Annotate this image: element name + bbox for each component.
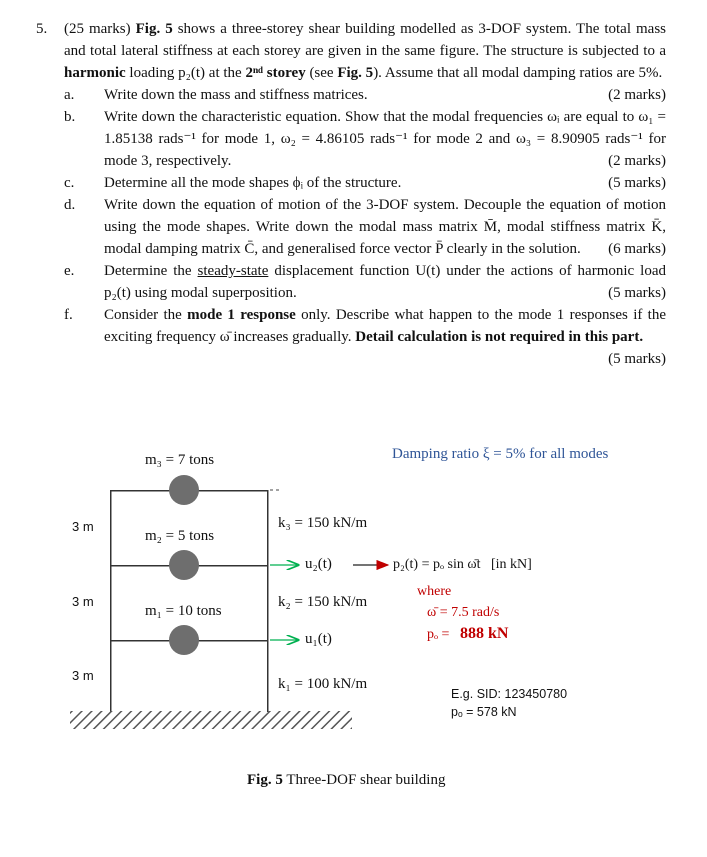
- right-column: [267, 490, 269, 712]
- part-c-marks: (5 marks): [608, 175, 666, 191]
- part-e-marks: (5 marks): [608, 285, 666, 301]
- left-column: [110, 490, 112, 712]
- part-b: b. Write down the characteristic equation. Show that the modal frequencies ωᵢ are equal to ω₁ = 1.85138 rads⁻¹ for mode 1, ω₂ = 4.86105 rads⁻¹ for mode 2 and ω₃ = 8.90905 rads⁻¹ for mode 3, respectively. (2 marks): [64, 106, 666, 172]
- k2-label: k₂ = 150 kN/m: [278, 594, 368, 610]
- where-label: where: [417, 584, 452, 599]
- sid-example: E.g. SID: 123450780: [451, 687, 568, 701]
- roof-beam: [111, 490, 268, 492]
- u1-label: u₁(t): [305, 631, 332, 647]
- height-storey-1: 3 m: [72, 668, 94, 683]
- question-number: 5.: [36, 21, 48, 37]
- mass-1-circle: [169, 625, 199, 655]
- height-storey-3: 3 m: [72, 519, 94, 534]
- part-c: c. Determine all the mode shapes ϕᵢ of the structure. (5 marks): [64, 172, 666, 194]
- k1-label: k₁ = 100 kN/m: [278, 676, 368, 692]
- p2-label: p₂(t) = pₒ sin ω̄t [in kN]: [393, 557, 532, 572]
- part-d: d. Write down the equation of motion of the 3-DOF system. Decouple the equation of motion using the mode shapes. Write down the modal mass matrix M̄, modal stiffness matrix K̄, modal damping matrix C̄, and generalised force vector P̄ clearly in the solution. (6 marks): [64, 194, 666, 260]
- part-f-marks: (5 marks): [608, 351, 666, 367]
- height-storey-2: 3 m: [72, 594, 94, 609]
- part-f: f. Consider the mode 1 response only. Describe what happen to the mode 1 responses if the exciting frequency ω̄ increases gradually. Detail calculation is not required in this part. (5 marks): [64, 304, 666, 370]
- po-value: 888 kN: [459, 625, 509, 642]
- po-example: pₒ = 578 kN: [451, 705, 517, 719]
- po-label: pₒ = 888 kN: [427, 625, 509, 642]
- question-parts: [64, 84, 666, 370]
- question-intro: (25 marks) Fig. 5 shows a three-storey shear building modelled as 3-DOF system. The total mass and total lateral stiffness at each storey are given in the same figure. The structure is subjected to a harmonic loading p₂(t) at the 2ⁿᵈ storey (see Fig. 5). Assume that all modal damping ratios are 5%.: [64, 21, 666, 81]
- p2-unit: [in kN]: [490, 557, 532, 572]
- m3-label: m₃ = 7 tons: [145, 452, 215, 468]
- m2-label: m₂ = 5 tons: [145, 528, 215, 544]
- figure-caption: Fig. 5 Three-DOF shear building: [247, 772, 446, 788]
- part-a: a. Write down the mass and stiffness matrices. (2 marks): [64, 84, 666, 106]
- part-b-marks: (2 marks): [608, 153, 666, 169]
- question-5: [36, 18, 666, 370]
- damping-note: Damping ratio ξ = 5% for all modes: [392, 446, 609, 462]
- part-a-marks: (2 marks): [608, 87, 666, 103]
- mass-3-circle: [169, 475, 199, 505]
- omega-bar-label: ω̄ = 7.5 rad/s: [427, 605, 500, 620]
- u2-label: u₂(t): [305, 556, 332, 572]
- mass-2-circle: [169, 550, 199, 580]
- part-e: e. Determine the steady-state displacement function U(t) under the actions of harmonic load p₂(t) using modal superposition. (5 marks): [64, 260, 666, 304]
- floor-2-beam: [111, 565, 268, 567]
- k3-label: k₃ = 150 kN/m: [278, 515, 368, 531]
- m1-label: m₁ = 10 tons: [145, 603, 222, 619]
- floor-1-beam: [111, 640, 268, 642]
- ground-hatch: [70, 711, 352, 729]
- part-d-marks: (6 marks): [608, 241, 666, 257]
